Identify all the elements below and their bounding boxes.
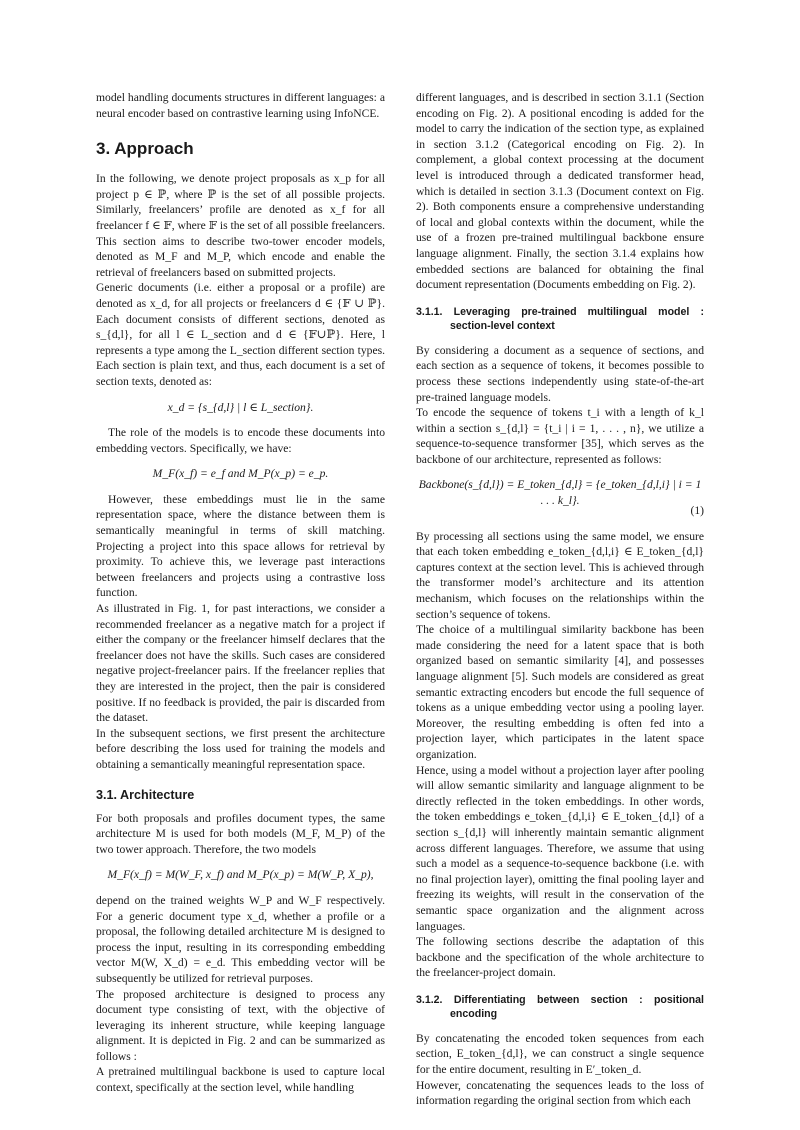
paragraph: By considering a document as a sequence of sections, and each section as a sequence of tokens, it becomes possible to process these sections independently using state-of-the-art pre-trained language models. [416, 343, 704, 404]
equation: x_d = {s_{d,l} | l ∈ L_section}. [167, 400, 314, 414]
paragraph: In the subsequent sections, we first present the architecture before describing the loss used for training the models and obtaining a semantically meaningful representation space. [96, 726, 385, 771]
paragraph: The proposed architecture is designed to process any document type consisting of text, with the objective of leveraging its inherent structure, while keeping language alignment. It is depicted in Fig. 2 and can be summarized as follows : [96, 987, 385, 1063]
paragraph: However, these embeddings must lie in the same representation space, where the distance between them is semantically meaningful in terms of skill matching. Projecting a project into this space allows for retrieval by proximity. To achieve this, we leverage past interactions between freelancers and projects using a contrastive loss function. [96, 492, 385, 600]
paragraph: By concatenating the encoded token sequences from each section, E_token_{d,l}, we can construct a single sequence for the entire document, resulting in E′_token_d. [416, 1031, 704, 1077]
paragraph: For both proposals and profiles document types, the same architecture M is used for both models (M_F, M_P) of the two tower approach. Therefore, the two models [96, 811, 385, 856]
paragraph: The choice of a multilingual similarity backbone has been made considering the need for a latent space that is both organized based on semantic similarity [4], and possesses language alignment [5]. Such models are considered as great semantic extracting encoders but encode the full sequence of tokens as a unique embedding vector using a pooling layer. Moreover, the resulting embedding is often fed into a projection layer, which participates in the latent space organization. [416, 623, 704, 761]
paragraph: In the following, we denote project proposals as x_p for all project p ∈ ℙ, where ℙ is the set of all possible projects. Similarly, freelancers’ profile are denoted as x_f for all freelancer f ∈ 𝔽, where 𝔽 is the set of all possible freelancers. This section aims to describe two-tower encoder models, denoted as M_F and M_P, which encode and enable the retrieval of freelancers based on submitted projects. [96, 172, 386, 279]
paragraph: Generic documents (i.e. either a proposal or a profile) are denoted as x_d, for all projects or freelancers d ∈ {𝔽 ∪ ℙ}. Each document consists of different sections, denoted as s_{d,l}, for all l ∈ L_section and d ∈ {𝔽∪ℙ}. Here, l represents a type among the L_section different section types. Each section is plain text, and thus, each document is a set of section texts, denoted as: [96, 281, 385, 388]
paragraph: different languages, and is described in section 3.1.1 (Section encoding on Fig. 2). A positional encoding is added for the model to carry the indication of the section type, as explained in section 3.1.2 (Categorical encoding on Fig. 2). In complement, a global context processing at the document level is introduced through a dedicated transformer head, which is detailed in section 3.1.3 (Document context on Fig. 2). Both components ensure a comprehensive understanding of local and global contexts within the document, while the use of a frozen pre-trained multilingual backbone ensure language alignment. Finally, the section 3.1.4 explains how embedded sections are balanced for obtaining the final document representation (Documents embedding on Fig. 2). [416, 91, 704, 292]
subsubsection-title: 3.1.2. Differentiating between section : positional encoding [416, 993, 704, 1020]
paragraph: As illustrated in Fig. 1, for past interactions, we consider a recommended freelancer as a negative match for a project if either the company or the freelancer himself declares that the freelancer does not have the skills. Such cases are considered negative project-freelancer pairs. If the freelancer replies that they are interested in the project, then the pair is considered positive. If no feedback is provided, the pair is discarded from the dataset. [96, 602, 385, 725]
equation-number: (1) [690, 504, 704, 518]
equation-body: Backbone(s_{d,l}) = E_token_{d,l} = {e_token_{d,l,i} | i = 1 . . . k_l}. [418, 478, 702, 508]
paragraph: By processing all sections using the same model, we ensure that each token embedding e_token_{d,l,i} ∈ E_token_{d,l} captures context at the section level. This is achieved through the transformer model’s architecture and its attention mechanism, which focuses on the relationships within the section’s sequence of tokens. [416, 529, 704, 621]
equation-1 [416, 477, 704, 518]
paragraph: To encode the sequence of tokens t_i with a length of k_l within a section s_{d,l} = {t_i | i = 1, . . . , n}, we utilize a sequence-to-sequence transformer [35], which serves as the backbone of our architecture, represented as follows: [416, 406, 704, 466]
right-column [416, 90, 704, 1109]
subsubsection-title: 3.1.1. Leveraging pre-trained multilingual model : section-level context [416, 305, 704, 332]
paragraph: A pretrained multilingual backbone is used to capture local context, specifically at the section level, while handling [96, 1065, 385, 1095]
left-column [96, 90, 385, 1096]
paragraph: The role of the models is to encode these documents into embedding vectors. Specifically, we have: [96, 426, 385, 455]
subsection-title: 3.1. Architecture [96, 787, 195, 802]
intro-paragraph: model handling documents structures in different languages: a neural encoder based on contrastive learning using InfoNCE. [96, 91, 385, 120]
paragraph: However, concatenating the sequences leads to the loss of information regarding the original section from which each [416, 1078, 704, 1108]
equation: M_F(x_f) = M(W_F, x_f) and M_P(x_p) = M(W_P, X_p), [107, 868, 374, 882]
equation: M_F(x_f) = e_f and M_P(x_p) = e_p. [152, 467, 329, 481]
paragraph: depend on the trained weights W_P and W_F respectively. For a generic document type x_d, whether a profile or a proposal, the following detailed architecture M is designed to process the input, resulting in its corresponding embedding vector M(W, X_d) = e_d. This embedding vector will be subsequently be utilized for retrieval purposes. [96, 893, 385, 985]
paragraph: The following sections describe the adaptation of this backbone and the specification of the whole architecture to the freelancer-project domain. [416, 935, 704, 980]
paragraph: Hence, using a model without a projection layer after pooling will allow semantic similarity and language alignment to be directly reflected in the token embeddings. In other words, the token embeddings e_token_{d,l,i} ∈ E_token_{d,l} of a section s_{d,l} will inherently maintain semantic alignment across different languages. Therefore, we assume that using such a model as a sequence-to-sequence backbone (i.e. with no final projection layer), omitting the final pooling layer and freezing its weights, will result in the conservation of the semantic space organization and the alignment across languages. [416, 763, 704, 933]
section-title: 3. Approach [96, 139, 194, 159]
